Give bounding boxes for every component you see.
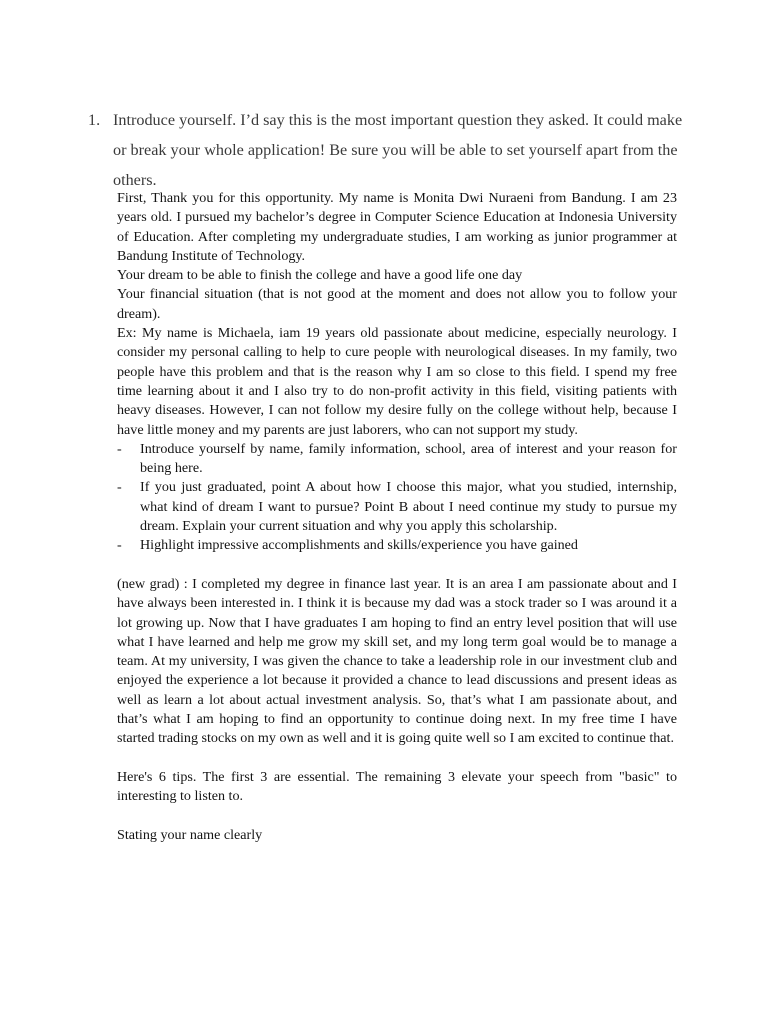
new-grad-paragraph: (new grad) : I completed my degree in finance last year. It is an area I am passionate about and I have always been interested in. I think it is because my dad was a stock trader so I was around it a lot growing up. Now that I have graduates I am hoping to find an entry level position that will use what I have learned and help me grow my skill set, and my long term goal would be to manage a team. At my university, I was given the chance to take a leadership role in our investment club and enjoyed the experience a lot because it provided a chance to lead discussions and present ideas as well as learn a lot about actual investment analysis. So, that’s what I am passionate about, and that’s what I am hoping to find an opportunity to continue doing next. In my free time I have started trading stocks on my own as well and it is going quite well so I am excited to continue that. — [117, 575, 677, 747]
question-number: 1. — [88, 111, 101, 129]
bullet-text: Introduce yourself by name, family information, school, area of interest and your reason for being here. — [140, 440, 677, 477]
tips-bullet-list — [117, 440, 677, 556]
tips-paragraph: Here's 6 tips. The first 3 are essential. The remaining 3 elevate your speech from "basic" to interesting to listen to. — [117, 768, 677, 805]
spacer — [117, 556, 677, 575]
bullet-item — [117, 478, 677, 536]
spacer — [117, 749, 677, 768]
answer-body — [117, 189, 677, 845]
intro-paragraph: First, Thank you for this opportunity. My name is Monita Dwi Nuraeni from Bandung. I am 23 years old. I pursued my bachelor’s degree in Computer Science Education at Indonesia University of Education. After completing my undergraduate studies, I am working as junior programmer at Bandung Institute of Technology. — [117, 190, 677, 264]
dash-bullet: - — [117, 440, 122, 457]
bullet-item — [117, 536, 677, 555]
example-paragraph: Ex: My name is Michaela, iam 19 years old passionate about medicine, especially neurology. I consider my personal calling to help to cure people with neurological diseases. In my family, two people have this problem and that is the reason why I am so close to this field. I spend my free time learning about it and I also try to do non-profit activity in this field, visiting patients with heavy diseases. However, I can not follow my desire fully on the college without help, because I have little money and my parents are just laborers, who can not support my study. — [117, 325, 677, 438]
bullet-text: Highlight impressive accomplishments and skills/experience you have gained — [140, 537, 578, 554]
stating-name-line: Stating your name clearly — [117, 826, 263, 843]
financial-line: Your financial situation (that is not good at the moment and does not allow you to follow your dream). — [117, 286, 677, 322]
dash-bullet: - — [117, 479, 122, 496]
question-text: Introduce yourself. I’d say this is the most important question they asked. It could make or break your whole application! Be sure you will be able to set yourself apart from the others. — [113, 111, 683, 189]
bullet-item — [117, 440, 677, 479]
question-1 — [88, 106, 688, 195]
dash-bullet: - — [117, 537, 122, 554]
dream-line: Your dream to be able to finish the college and have a good life one day — [117, 267, 523, 284]
bullet-text: If you just graduated, point A about how I choose this major, what you studied, internship, what kind of dream I want to pursue? Point B about I need continue my study to pursue my dream. Explain your current situation and why you apply this scholarship. — [140, 479, 677, 535]
spacer — [117, 807, 677, 826]
